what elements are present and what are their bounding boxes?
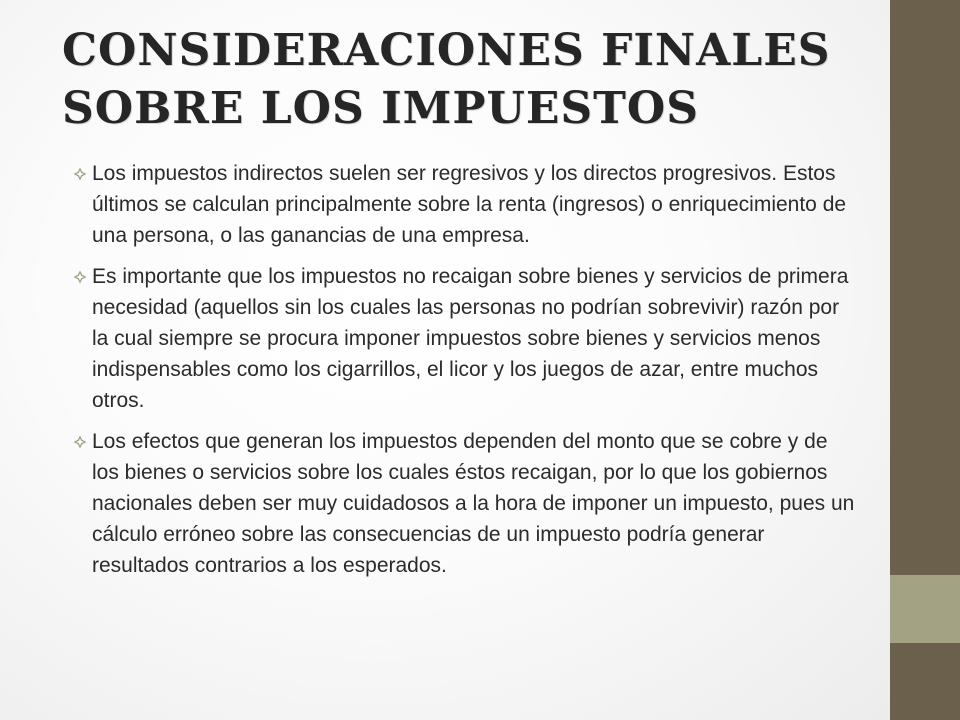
bullet-list bbox=[76, 158, 858, 591]
sidebar-accent-block bbox=[890, 575, 960, 643]
bullet-item-3 bbox=[76, 426, 858, 581]
slide-title-line-2: SOBRE LOS IMPUESTOS bbox=[62, 83, 699, 134]
slide-title-line-1: CONSIDERACIONES FINALES bbox=[62, 25, 831, 76]
bullet-text: Los efectos que generan los impuestos dependen del monto que se cobre y de los bienes o servicios sobre los cuales éstos recaigan, por lo que los gobiernos nacionales deben ser muy cuidadosos a la hora de imponer un impuesto, pues un cálculo erróneo sobre las consecuencias de un impuesto podría generar resultados contrarios a los esperados. bbox=[92, 430, 855, 577]
four-petal-diamond-bullet-icon bbox=[73, 167, 87, 181]
bullet-item-1 bbox=[76, 158, 858, 251]
bullet-text: Es importante que los impuestos no recaigan sobre bienes y servicios de primera necesidad (aquellos sin los cuales las personas no podrían sobrevivir) razón por la cual siempre se procura imponer impuestos sobre bienes y servicios menos indispensables como los cigarrillos, el licor y los juegos de azar, entre muchos otros. bbox=[92, 265, 849, 412]
slide-title bbox=[62, 22, 862, 138]
four-petal-diamond-bullet-icon bbox=[73, 435, 87, 449]
four-petal-diamond-bullet-icon bbox=[73, 270, 87, 284]
bullet-text: Los impuestos indirectos suelen ser regresivos y los directos progresivos. Estos últimos se calculan principalmente sobre la renta (ingresos) o enriquecimiento de una persona, o las ganancias de una empresa. bbox=[92, 162, 847, 247]
bullet-item-2 bbox=[76, 261, 858, 416]
